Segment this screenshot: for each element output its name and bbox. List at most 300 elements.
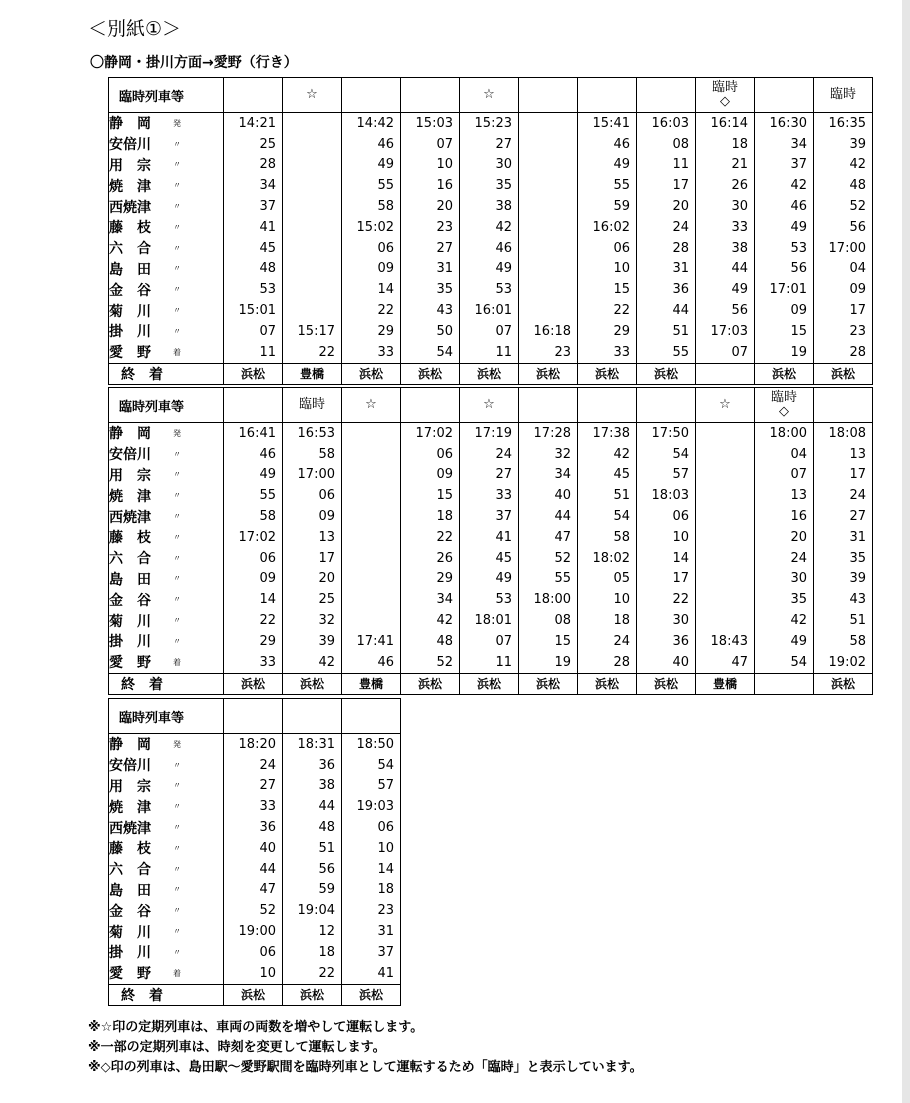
train-mark: [224, 699, 283, 734]
time-cell: 17:02: [238, 529, 276, 545]
station-suffix: 〃: [173, 864, 181, 874]
time-cell: 24: [613, 633, 630, 649]
time-cell: 37: [495, 509, 512, 525]
time-cell: 18:20: [238, 736, 276, 752]
train-mark-symbol: ◇: [779, 404, 789, 419]
station-name: 静 岡: [109, 737, 151, 754]
time-cell: 17:19: [474, 425, 512, 441]
train-mark: [637, 388, 696, 423]
station-name: 藤 枝: [109, 530, 151, 547]
time-cell: 16:01: [474, 303, 512, 319]
final-destination: 浜松: [519, 363, 578, 384]
time-cell: 15: [790, 323, 807, 339]
time-cell: 16:14: [710, 115, 748, 131]
time-cell: 29: [436, 571, 453, 587]
station-list: [109, 113, 224, 364]
time-cell: 49: [613, 157, 630, 173]
time-cell: 10: [672, 529, 689, 545]
time-cell: 47: [731, 654, 748, 670]
station-suffix: 〃: [173, 823, 181, 833]
station-name: 六 合: [109, 551, 151, 568]
time-cell: 53: [259, 282, 276, 298]
time-cell: 22: [436, 529, 453, 545]
time-cell: 23: [436, 219, 453, 235]
final-destination: 浜松: [283, 984, 342, 1005]
time-cell: 05: [613, 571, 630, 587]
time-cell: 42: [613, 446, 630, 462]
final-destination: 浜松: [401, 363, 460, 384]
train-column: [637, 113, 696, 364]
station-row: [109, 465, 223, 486]
time-cell: 55: [672, 344, 689, 360]
station-row: [109, 196, 223, 217]
station-row: [109, 942, 223, 963]
train-mark: [755, 78, 814, 113]
station-suffix: 〃: [173, 616, 181, 626]
final-destination: 浜松: [224, 363, 283, 384]
station-suffix: 〃: [173, 927, 181, 937]
time-cell: 57: [377, 778, 394, 794]
final-destination: 浜松: [460, 363, 519, 384]
final-destination: 浜松: [519, 673, 578, 694]
time-cell: 22: [377, 303, 394, 319]
time-cell: 39: [318, 633, 335, 649]
train-mark: [342, 78, 401, 113]
train-mark: [224, 78, 283, 113]
final-destination: 浜松: [342, 363, 401, 384]
time-cell: 44: [731, 261, 748, 277]
time-cell: 25: [318, 592, 335, 608]
time-cell: 16:02: [592, 219, 630, 235]
final-destination: 豊橋: [696, 673, 755, 694]
time-cell: 46: [613, 136, 630, 152]
time-cell: 16:03: [651, 115, 689, 131]
station-row: [109, 921, 223, 942]
train-column: [401, 113, 460, 364]
train-column: [342, 113, 401, 364]
station-row: [109, 610, 223, 631]
time-cell: 36: [672, 633, 689, 649]
time-cell: 17:01: [769, 282, 807, 298]
time-cell: 26: [436, 550, 453, 566]
time-cell: 11: [495, 654, 512, 670]
time-cell: [519, 300, 577, 321]
time-cell: 40: [554, 488, 571, 504]
time-cell: 15:01: [238, 303, 276, 319]
time-cell: 41: [259, 219, 276, 235]
time-cell: 16:18: [533, 323, 571, 339]
time-cell: 15: [554, 633, 571, 649]
station-suffix: 〃: [173, 760, 181, 770]
time-cell: 49: [790, 219, 807, 235]
time-cell: 13: [849, 446, 866, 462]
time-cell: 20: [790, 529, 807, 545]
time-cell: 30: [672, 613, 689, 629]
time-cell: 31: [849, 529, 866, 545]
time-cell: 56: [849, 219, 866, 235]
station-name: 愛 野: [109, 345, 151, 362]
time-cell: 56: [731, 303, 748, 319]
time-cell: 40: [259, 840, 276, 856]
time-cell: 18:50: [356, 736, 394, 752]
station-name: 菊 川: [109, 924, 151, 941]
final-destination: 浜松: [460, 673, 519, 694]
time-cell: [283, 300, 341, 321]
train-mark-label: ☆: [306, 87, 318, 102]
time-cell: [519, 217, 577, 238]
note-2: ※一部の定期列車は、時刻を変更して運転します。: [88, 1040, 386, 1055]
station-row: [109, 817, 223, 838]
station-name: 西焼津: [109, 509, 151, 526]
time-cell: 55: [259, 488, 276, 504]
station-row: [109, 444, 223, 465]
time-cell: 13: [318, 529, 335, 545]
time-cell: 52: [436, 654, 453, 670]
scrollbar[interactable]: [902, 0, 910, 1103]
time-cell: 37: [790, 157, 807, 173]
train-mark-label: 臨時: [829, 87, 856, 102]
time-cell: [519, 113, 577, 134]
time-cell: 44: [259, 861, 276, 877]
station-suffix: 〃: [173, 285, 181, 295]
time-cell: 54: [790, 654, 807, 670]
train-mark: [342, 388, 401, 423]
time-cell: 14:21: [238, 115, 276, 131]
train-column: [755, 113, 814, 364]
train-mark: [519, 78, 578, 113]
final-destination: 浜松: [224, 673, 283, 694]
station-name: 藤 枝: [109, 220, 151, 237]
time-cell: 55: [554, 571, 571, 587]
time-cell: 53: [790, 240, 807, 256]
station-suffix: 〃: [173, 843, 181, 853]
time-cell: 31: [672, 261, 689, 277]
station-suffix: 〃: [173, 636, 181, 646]
time-cell: 10: [613, 261, 630, 277]
time-cell: 51: [613, 488, 630, 504]
time-cell: [342, 444, 400, 465]
train-column: [342, 734, 401, 985]
time-cell: 32: [318, 613, 335, 629]
station-row: [109, 838, 223, 859]
time-cell: 10: [259, 965, 276, 981]
time-cell: 22: [318, 344, 335, 360]
time-cell: 58: [849, 633, 866, 649]
time-cell: 13: [790, 488, 807, 504]
train-mark: [578, 388, 637, 423]
final-label: 終 着: [109, 363, 224, 384]
time-cell: 27: [849, 509, 866, 525]
time-cell: 44: [672, 303, 689, 319]
time-cell: 29: [259, 633, 276, 649]
time-cell: 35: [849, 550, 866, 566]
train-column: [814, 113, 873, 364]
station-row: [109, 734, 223, 755]
time-cell: 25: [259, 136, 276, 152]
time-cell: 37: [377, 944, 394, 960]
train-column: [578, 423, 637, 674]
note-3: ※◇印の列車は、島田駅～愛野駅間を臨時列車として運転するため「臨時」と表示しています。: [88, 1060, 643, 1075]
time-cell: 18: [613, 613, 630, 629]
time-cell: [519, 238, 577, 259]
time-cell: 24: [672, 219, 689, 235]
time-cell: 27: [495, 467, 512, 483]
time-cell: 56: [318, 861, 335, 877]
time-cell: 49: [495, 571, 512, 587]
final-destination: 浜松: [401, 673, 460, 694]
time-cell: 42: [495, 219, 512, 235]
final-destination: 浜松: [578, 673, 637, 694]
station-row: [109, 506, 223, 527]
station-name: 焼 津: [109, 488, 151, 505]
time-cell: 17:02: [415, 425, 453, 441]
station-suffix: 〃: [173, 553, 181, 563]
station-row: [109, 300, 223, 321]
station-row: [109, 548, 223, 569]
station-suffix: 〃: [173, 181, 181, 191]
train-mark-label: 臨時: [711, 80, 738, 95]
train-mark: [696, 388, 755, 423]
time-cell: 09: [259, 571, 276, 587]
time-cell: 48: [436, 633, 453, 649]
time-cell: 28: [849, 344, 866, 360]
time-cell: [696, 485, 754, 506]
time-cell: [342, 423, 400, 444]
station-name: 掛 川: [109, 945, 151, 962]
final-destination: 浜松: [637, 673, 696, 694]
train-mark: [283, 78, 342, 113]
time-cell: 18: [731, 136, 748, 152]
time-cell: 34: [259, 178, 276, 194]
station-row: [109, 589, 223, 610]
time-cell: 34: [436, 592, 453, 608]
time-cell: 15:17: [297, 323, 335, 339]
station-row: [109, 321, 223, 342]
time-cell: 44: [554, 509, 571, 525]
time-cell: 15:02: [356, 219, 394, 235]
time-cell: [696, 527, 754, 548]
time-cell: 52: [554, 550, 571, 566]
time-cell: 45: [495, 550, 512, 566]
train-mark-label: ☆: [483, 397, 495, 412]
time-cell: 15:03: [415, 115, 453, 131]
time-cell: 20: [436, 199, 453, 215]
station-name: 掛 川: [109, 324, 151, 341]
time-cell: [342, 569, 400, 590]
time-cell: 10: [613, 592, 630, 608]
train-mark: [814, 388, 873, 423]
time-cell: 23: [377, 903, 394, 919]
train-column: [224, 113, 283, 364]
time-cell: 49: [377, 157, 394, 173]
time-cell: 54: [377, 757, 394, 773]
time-cell: 34: [790, 136, 807, 152]
time-cell: 07: [495, 633, 512, 649]
station-name: 六 合: [109, 241, 151, 258]
station-suffix: 〃: [173, 160, 181, 170]
time-cell: 52: [259, 903, 276, 919]
time-cell: 56: [790, 261, 807, 277]
station-row: [109, 238, 223, 259]
time-cell: 49: [495, 261, 512, 277]
time-cell: 44: [318, 799, 335, 815]
train-mark: [460, 388, 519, 423]
time-cell: 49: [259, 467, 276, 483]
timetable-1: [108, 77, 873, 385]
time-cell: 40: [672, 654, 689, 670]
time-cell: [283, 175, 341, 196]
time-cell: 54: [613, 509, 630, 525]
time-cell: [283, 155, 341, 176]
time-cell: [519, 134, 577, 155]
station-suffix: 〃: [173, 470, 181, 480]
time-cell: [283, 113, 341, 134]
time-cell: 04: [790, 446, 807, 462]
time-cell: 06: [318, 488, 335, 504]
station-name: 安倍川: [109, 758, 151, 775]
final-destination: 豊橋: [342, 673, 401, 694]
time-cell: 35: [790, 592, 807, 608]
time-cell: 24: [849, 488, 866, 504]
station-name: 掛 川: [109, 634, 151, 651]
time-cell: 15: [613, 282, 630, 298]
station-suffix: 着: [173, 968, 181, 978]
time-cell: 34: [554, 467, 571, 483]
time-cell: 17: [672, 571, 689, 587]
time-cell: 19:02: [828, 654, 866, 670]
header-label: 臨時列車等: [109, 699, 224, 734]
time-cell: 51: [849, 613, 866, 629]
time-cell: 14: [672, 550, 689, 566]
time-cell: 58: [259, 509, 276, 525]
station-name: 用 宗: [109, 467, 151, 484]
time-cell: 53: [495, 592, 512, 608]
time-cell: 06: [377, 820, 394, 836]
time-cell: 42: [318, 654, 335, 670]
station-name: 静 岡: [109, 426, 151, 443]
time-cell: 14: [259, 592, 276, 608]
station-suffix: 着: [173, 657, 181, 667]
time-cell: 17:03: [710, 323, 748, 339]
station-row: [109, 569, 223, 590]
station-row: [109, 423, 223, 444]
train-mark-label: ☆: [483, 87, 495, 102]
final-destination: 浜松: [283, 673, 342, 694]
time-cell: [519, 259, 577, 280]
train-mark: [283, 388, 342, 423]
train-column: [755, 423, 814, 674]
time-cell: 27: [495, 136, 512, 152]
time-cell: 58: [318, 446, 335, 462]
final-label: 終 着: [109, 984, 224, 1005]
time-cell: [696, 548, 754, 569]
time-cell: 49: [731, 282, 748, 298]
time-cell: 58: [613, 529, 630, 545]
time-cell: 17:00: [297, 467, 335, 483]
time-cell: 47: [259, 882, 276, 898]
station-suffix: 発: [173, 118, 181, 128]
train-column: [578, 113, 637, 364]
station-suffix: 〃: [173, 264, 181, 274]
time-cell: 14: [377, 861, 394, 877]
time-cell: 20: [672, 199, 689, 215]
time-cell: 49: [790, 633, 807, 649]
time-cell: 38: [318, 778, 335, 794]
time-cell: 16:30: [769, 115, 807, 131]
train-mark-symbol: ◇: [720, 94, 730, 109]
train-mark: [637, 78, 696, 113]
train-mark-label: ☆: [719, 397, 731, 412]
station-row: [109, 217, 223, 238]
time-cell: 12: [318, 924, 335, 940]
station-row: [109, 776, 223, 797]
time-cell: 48: [318, 820, 335, 836]
time-cell: 17:00: [828, 240, 866, 256]
time-cell: 07: [790, 467, 807, 483]
train-mark: [460, 78, 519, 113]
station-suffix: 〃: [173, 449, 181, 459]
train-column: [519, 423, 578, 674]
time-cell: 51: [672, 323, 689, 339]
train-column: [224, 734, 283, 985]
time-cell: 42: [849, 157, 866, 173]
time-cell: 33: [259, 654, 276, 670]
time-cell: 50: [436, 323, 453, 339]
time-cell: [342, 610, 400, 631]
time-cell: 09: [436, 467, 453, 483]
time-cell: 42: [790, 178, 807, 194]
time-cell: 19:04: [297, 903, 335, 919]
time-cell: 59: [318, 882, 335, 898]
final-destination: 浜松: [814, 673, 873, 694]
time-cell: 33: [377, 344, 394, 360]
train-mark: [224, 388, 283, 423]
time-cell: 46: [259, 446, 276, 462]
time-cell: 29: [613, 323, 630, 339]
train-mark-label: 臨時: [298, 397, 325, 412]
page-heading: ＜別紙①＞: [88, 18, 182, 40]
station-row: [109, 880, 223, 901]
time-cell: 42: [436, 613, 453, 629]
final-destination: 浜松: [342, 984, 401, 1005]
station-name: 愛 野: [109, 655, 151, 672]
time-cell: 28: [613, 654, 630, 670]
station-suffix: 〃: [173, 595, 181, 605]
time-cell: 24: [259, 757, 276, 773]
time-cell: [696, 444, 754, 465]
time-cell: 41: [495, 529, 512, 545]
time-cell: 19: [554, 654, 571, 670]
time-cell: 18:08: [828, 425, 866, 441]
time-cell: 15:23: [474, 115, 512, 131]
time-cell: 20: [318, 571, 335, 587]
time-cell: 41: [377, 965, 394, 981]
station-suffix: 〃: [173, 139, 181, 149]
time-cell: 30: [731, 199, 748, 215]
station-name: 安倍川: [109, 137, 151, 154]
station-row: [109, 859, 223, 880]
time-cell: [696, 569, 754, 590]
time-cell: 30: [790, 571, 807, 587]
time-cell: 48: [849, 178, 866, 194]
time-cell: 32: [554, 446, 571, 462]
time-cell: 19: [790, 344, 807, 360]
station-suffix: 〃: [173, 947, 181, 957]
time-cell: 16:35: [828, 115, 866, 131]
station-name: 藤 枝: [109, 841, 151, 858]
station-name: 用 宗: [109, 778, 151, 795]
station-name: 金 谷: [109, 903, 151, 920]
